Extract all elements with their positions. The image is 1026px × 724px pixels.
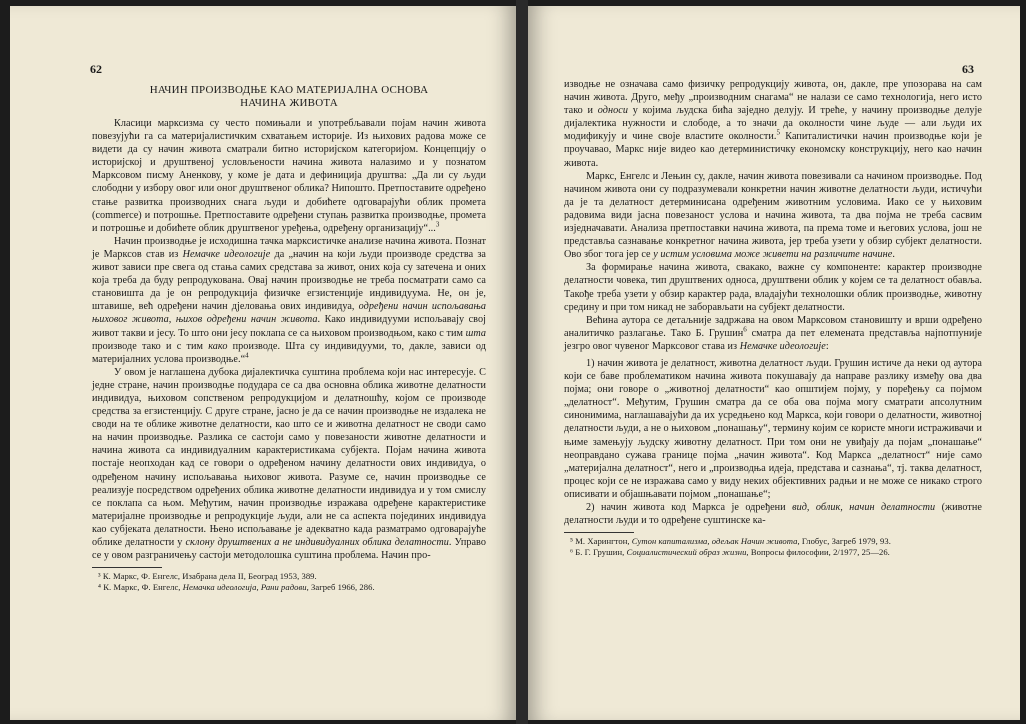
footnote-ref: 4 <box>245 351 249 360</box>
paragraph: изводње не означава само физичку репродукцију живота, он, дакле, пре упозорава на сам начин живота. Друго, међу „производним снагама“ не налази се само технологија, него исто тако и односи у којима људска бића заједно делују. И треће, у начину производње делује дијалектика нужности и слободе, а то значи да околности чине људе — али људи их модификују и чине своје властите околности.$^5$ Капиталистички начин производње који је проучавао, Маркс није видео као детерминистичку економску конструкцију, него као начин живота. <box>564 79 982 169</box>
paragraph: Класици марксизма су често помињали и употребљавали појам начин живота повезујући га са материјалистичким схватањем историје. Из њихових радова може се видети да су начин живота сматрали битно историјском категоријом. Концепцију о историјској и друштвеној условљености начина живота налазимо и у познатом Марксовом писму Аненкову, у коме је дата и дефиниција друштва: „Да ли су људи слободни у избору овог или оног друштвеног облика? Нипошто. Претпоставите одређено стање развитка производних снага људи и добићете одговарајући облик промета (commerce) и потрошње. Претпоставите одређени ступањ развитка производње, промета и потрошње и добићете облик друштвеног уређења, одређену организацију“...$^3$ <box>92 118 486 234</box>
page-number-left: 62 <box>90 62 102 76</box>
book-gutter <box>516 0 528 724</box>
list-item-2: 2) начин живота код Маркса је одређени вид, облик, начин делатности (животне делатности људи и то одређене суштинске ка- <box>564 502 982 527</box>
footnote-3: ³ К. Маркс, Ф. Енгелс, Изабрана дела II, Београд 1953, 389. <box>98 571 317 582</box>
right-page <box>528 6 1020 720</box>
chapter-title-line1: НАЧИН ПРОИЗВОДЊЕ КАО МАТЕРИЈАЛНА ОСНОВА <box>149 84 429 96</box>
paragraph: Маркс, Енгелс и Лењин су, дакле, начин живота повезивали са начином производње. Под начином живота они су подразумевали конкретни начин животне делатности људи, истичући да је та делатност детерминисана одређеним животним условима. Иако се у њиховим радовима види јасна повезаност услова и начина живота, та два појма не треба сасвим изједначавати. Анализа претпоставки начина живота, па према томе и његових услова, још не представља сазнавање конкретног начина живота, јер треба узети у обзир субјект делатности. Ово због тога јер се у истим условима може живети на различите начине. <box>564 170 982 261</box>
left-page <box>10 6 516 720</box>
right-page-text <box>564 78 982 558</box>
italic-title: Немачке идеологије <box>182 248 271 260</box>
paragraph: За формирање начина живота, свакако, важне су компоненте: карактер производне делатности човека, тип друштвених односа, друштвени облик у којем се та делатност обавља. Такође треба узети у обзир карактер рада, владајући технолошки облик производње, животну средину и при том никад не заборављати на субјект делатности. <box>564 262 982 313</box>
chapter-title <box>92 84 486 109</box>
footnote-divider <box>92 567 162 568</box>
footnote-4: ⁴ К. Маркс, Ф. Енгелс, Немачка идеологија, Рани радови, Загреб 1966, 286. <box>98 582 375 593</box>
footnote-ref: 5 <box>776 128 781 137</box>
footnote-ref: 6 <box>743 325 747 334</box>
page-number-right: 63 <box>962 62 974 76</box>
left-page-text <box>92 84 486 593</box>
footnote-divider <box>564 532 634 533</box>
paragraph: У овом је наглашена дубока дијалектичка суштина проблема који нас интересује. С једне стране, начин производње подудара се са два основна облика животне делатности индивидуа, њиховом сопственом репродукцијом и делатношћу, којом се производе средства за егзистенцију. С друге стране, јасно је да се начин производње не издалека не своди на те облике животне делатности, као што се и животна делатност не своди само на начин производње. Разлика се састоји само у повезаности животне делатности и начина живота са индивидуалним карактеристикама субјекта. Појам начина живота постаје неопходан кад се говори о одређеном начину делатности ових индивидуа, о одређеном начину испољавања њиховог живота. Разуме се, начин производње се реализује посредством одређених облика животне делатности индивидуа и у том смислу се поклапа са њом. Међутим, начин производње изражава одређене карактеристике материјалне производње и репродукције људи, али не са аспекта појединих индивидуа као субјеката делатности. Њено испољавање је адекватно када разматрамо одговарајуће облике делатности у склону друштвених а не индивидуалних облика делатности. Управо се у овом разграничењу састоји методолошка суштина проблема. Начин про- <box>92 366 486 562</box>
footnote-5: ⁵ М. Харингтон, Сутон капитализма, одељак Начин живота, Глобус, Загреб 1979, 93. <box>570 536 891 547</box>
paragraph: Већина аутора се детаљније задржава на овом Марксовом становишту и врши одређено аналитичко разлагање. Тако Б. Грушин$^6$ сматра да пет елемената представља најпотпуније језгро овог чувеног Марксовог става из Немачке идеологије: <box>564 314 982 352</box>
list-item-1: 1) начин живота је делатност, животна делатност људи. Грушин истиче да неки од аутора који се баве проблематиком начина живота покушавају да направе разлику између ова два појма; они говоре о „животној делатности“ као општијем појму, у поређењу са појмом „делатност“. Међутим, Грушин сматра да се оба ова појма могу сматрати апсолутним синонимима, наглашавајући да их усредњено код Маркса, који говори о делатности, животној делатности људи, а не о њиховом „понашању“, термину којим се користе многи истраживачи и њиме замењују људску животну делатност. При том они не увиђају да појам „понашање“ неоправдано сужава границе појма „начин живота“. Код Маркса „делатност“ није само „материјална делатност“, него и „производња идеја, представа и сазнања“, тј. таква делатност, процес који се не изражава само у виду неких објективних радњи и не може се никако строго описивати и објашњавати појмом „понашање“; <box>564 357 982 500</box>
paragraph: Начин производње је исходишна тачка марксистичке анализе начина живота. Познат је Марксов став из Немачке идеологије да „начин на који људи производе средства за живот зависи пре свега од стања самих средстава за живот, оних која су затечена и оних која треба да буду репродукована. Овај начин производње не треба посматрати само са становишта да је он репродукција физичке егзистенције индивидуума. Не, он је, штавише, већ одређени начин дјеловања ових индивидуа, одређени начин испољавања њиховог живота, њихов одређени начин живота. Како индивидууми испољавају свој живот такви и јесу. То што они јесу поклапа се са њиховом производњом, како с тим шта производе тако и с тим како производе. Шта су индивидууми, то, дакле, зависи од материјалних услова производње.“$^4$ <box>92 235 487 365</box>
footnote-6: ⁶ Б. Г. Грушин, Социалистический образ жизни, Вопросы философии, 2/1977, 25—26. <box>570 547 890 558</box>
chapter-title-line2: НАЧИНА ЖИВОТА <box>240 96 338 109</box>
footnote-ref: 3 <box>435 220 440 229</box>
